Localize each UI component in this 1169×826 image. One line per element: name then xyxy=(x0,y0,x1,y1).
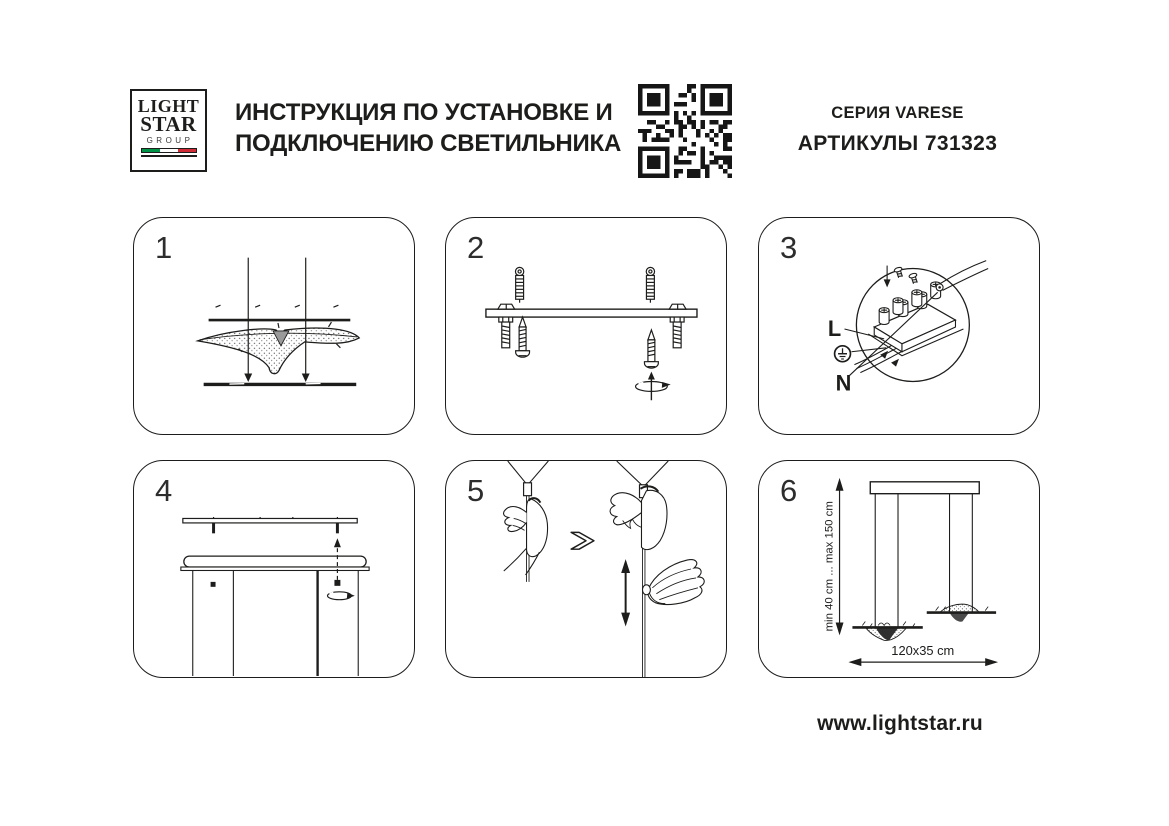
step-4-panel xyxy=(133,460,415,678)
step2-fixing-drawing xyxy=(446,218,726,434)
step-number: 5 xyxy=(467,473,485,508)
step-2-panel xyxy=(445,217,727,435)
logo-word-group: GROUP xyxy=(146,136,194,145)
ground-icon xyxy=(835,346,851,362)
step3-wiring-drawing xyxy=(759,218,1039,434)
step-number: 3 xyxy=(780,230,798,265)
step-number: 2 xyxy=(467,230,485,265)
step-6-panel xyxy=(758,460,1040,678)
series-label: СЕРИЯ VARESE xyxy=(831,104,964,122)
neutral-label: N xyxy=(835,370,852,396)
step-number: 4 xyxy=(155,473,173,508)
hand-icon-lower xyxy=(642,560,704,605)
height-dimension-arrow xyxy=(836,478,844,636)
lightstar-logo xyxy=(130,89,207,172)
height-range-label: min 40 cm ... max 150 cm xyxy=(823,501,836,632)
product-info xyxy=(760,104,1035,156)
base-size-label: 120x35 cm xyxy=(891,643,955,659)
qr-code xyxy=(638,84,732,178)
step1-shade-drawing xyxy=(134,218,414,434)
hand-icon-left xyxy=(504,498,548,575)
screw-right xyxy=(644,330,658,368)
logo-underline xyxy=(141,155,197,157)
line-label: L xyxy=(827,315,842,341)
logo-word-light: LIGHT xyxy=(137,96,200,116)
up-arrow-icon xyxy=(334,538,341,547)
next-step-arrow-icon xyxy=(571,532,594,549)
bolt-right xyxy=(670,317,684,348)
up-arrow-icon xyxy=(648,372,655,380)
step-number: 1 xyxy=(155,230,173,265)
step-number: 6 xyxy=(780,473,798,508)
wall-plug-left xyxy=(515,267,523,302)
step4-canopy-drawing xyxy=(134,461,414,677)
title-line-1: ИНСТРУКЦИЯ ПО УСТАНОВКЕ И xyxy=(235,99,613,126)
bolt-left xyxy=(499,317,513,348)
title-line-2: ПОДКЛЮЧЕНИЮ СВЕТИЛЬНИКА xyxy=(235,130,622,157)
loose-screw xyxy=(909,273,920,285)
step-5-panel xyxy=(445,460,727,678)
step5-adjust-drawing xyxy=(446,461,726,677)
step6-dimensions-drawing xyxy=(759,461,1039,677)
step-1-panel xyxy=(133,217,415,435)
logo-word-star: STAR xyxy=(140,112,197,136)
hand-icon-upper xyxy=(610,486,667,549)
loose-screw xyxy=(894,267,905,279)
wall-plug-right xyxy=(646,267,654,302)
screw-left xyxy=(516,317,530,357)
italian-flag-icon xyxy=(141,148,197,153)
article-number: АРТИКУЛЫ 731323 xyxy=(797,132,998,155)
page-title xyxy=(235,97,621,159)
step-3-panel xyxy=(758,217,1040,435)
shade-left xyxy=(852,622,922,641)
website-url: www.lightstar.ru xyxy=(817,712,983,735)
shade-right xyxy=(927,604,996,622)
up-down-arrow-icon xyxy=(621,559,630,626)
width-dimension-arrow xyxy=(848,658,998,666)
